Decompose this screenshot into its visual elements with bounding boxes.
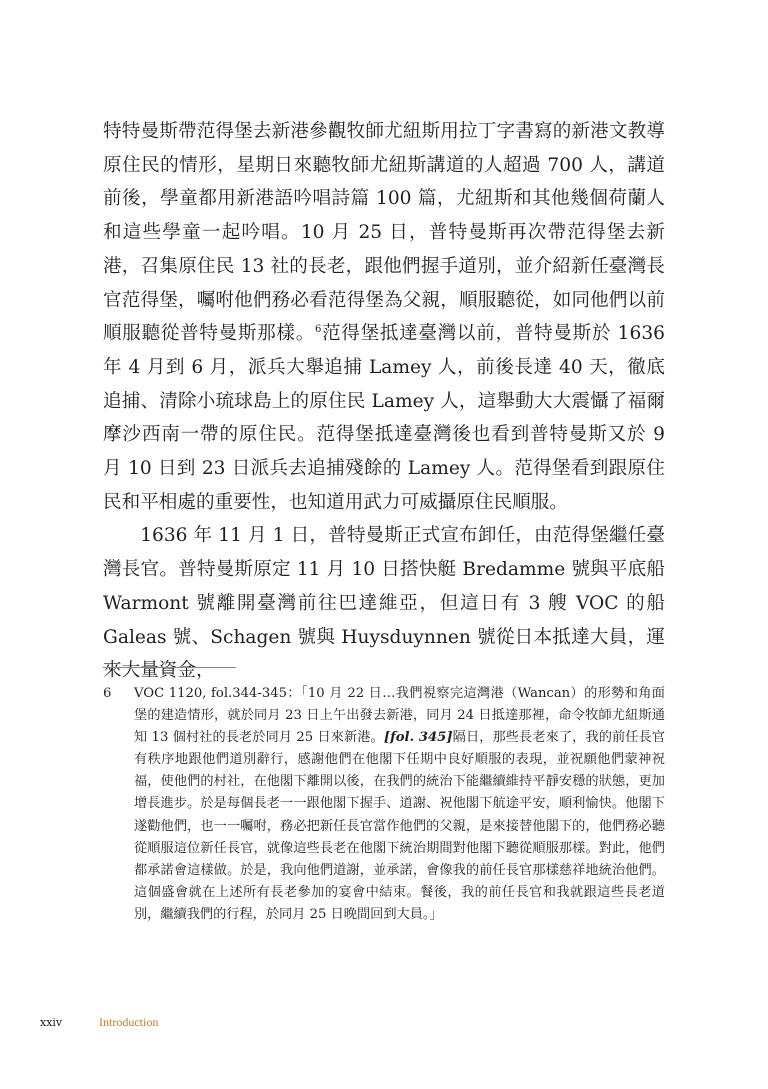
footnote bbox=[103, 683, 665, 926]
footnote-text: VOC 1120, fol.344-345：「10 月 22 日…我們視察完這灣港（Wancan）的形勢和角面堡的建造情形，就於同月 23 日上午出發去新港，同月 24 日抵達那裡，命令牧師尤紐斯通知 13 個村社的長老於同月 25 日來新港。 bbox=[134, 686, 665, 746]
main-text bbox=[103, 115, 665, 688]
paragraph-text: 1636 年 11 月 1 日，普特曼斯正式宣布卸任，由范得堡繼任臺灣長官。普特曼斯原定 11 月 10 日搭快艇 Bredamme 號與平底船 Warmont 號離開臺灣前往巴達維亞，但這日有 3 艘 VOC 的船 Galeas 號、Schagen 號與 Huysduynnen 號從日本抵達大員，運來大量資金， bbox=[103, 525, 665, 682]
paragraph bbox=[103, 519, 665, 688]
folio-marker: [fol. 345] bbox=[383, 730, 453, 746]
footnote-divider bbox=[103, 667, 236, 668]
paragraph-text: 范得堡抵達臺灣以前，普特曼斯於 1636 年 4 月到 6 月，派兵大舉追捕 Lamey 人，前後長達 40 天，徹底追捕、清除小琉球島上的原住民 Lamey 人，這舉動大大震懾了福爾摩沙西南一帶的原住民。范得堡抵達臺灣後也看到普特曼斯又於 9 月 10 日到 23 日派兵去追捕殘餘的 Lamey 人。范得堡看到跟原住民和平相處的重要性，也知道用武力可威攝原住民順服。 bbox=[103, 323, 665, 513]
footnote-text: 隔日，那些長老來了，我的前任長官有秩序地跟他們道別辭行，感謝他們在他閣下任期中良好順服的表現，並祝願他們蒙神祝福，使他們的村社，在他閣下離開以後，在我們的統治下能繼續維持平靜安穩的狀態，更加增長進步。於是每個長老一一跟他閣下握手、道謝、祝他閣下航途平安，順利愉快。他閣下遂勸他們，也一一囑咐，務必把新任長官當作他們的父親，是來接替他閣下的，他們務必聽從順服這位新任長官，就像這些長老在他閣下統治期間對他閣下聽從順服那樣。對此，他們都承諾會這樣做。於是，我向他們道謝，並承諾，會像我的前任長官那樣慈祥地統治他們。這個盛會就在上述所有長老參加的宴會中結束。餐後，我的前任長官和我就跟這些長老道別，繼續我們的行程，於同月 25 日晚間回到大員。」 bbox=[134, 730, 666, 922]
page-number: xxiv bbox=[40, 1016, 63, 1029]
running-footer-section: Introduction bbox=[99, 1015, 159, 1029]
paragraph-text: 特特曼斯帶范得堡去新港參觀牧師尤紐斯用拉丁字書寫的新港文教導原住民的情形，星期日來聽牧師尤紐斯講道的人超過 700 人，講道前後，學童都用新港語吟唱詩篇 100 篇，尤紐斯和其他幾個荷蘭人和這些學童一起吟唱。10 月 25 日，普特曼斯再次帶范得堡去新港，召集原住民 13 社的長老，跟他們握手道別，並介紹新任臺灣長官范得堡，囑咐他們務必看范得堡為父親，順服聽從，如同他們以前順服聽從普特曼斯那樣。 bbox=[103, 121, 665, 345]
footnote-number: 6 bbox=[103, 686, 112, 701]
footnote-reference[interactable]: 6 bbox=[314, 324, 322, 336]
paragraph bbox=[103, 115, 665, 519]
footnote-body bbox=[134, 683, 665, 926]
